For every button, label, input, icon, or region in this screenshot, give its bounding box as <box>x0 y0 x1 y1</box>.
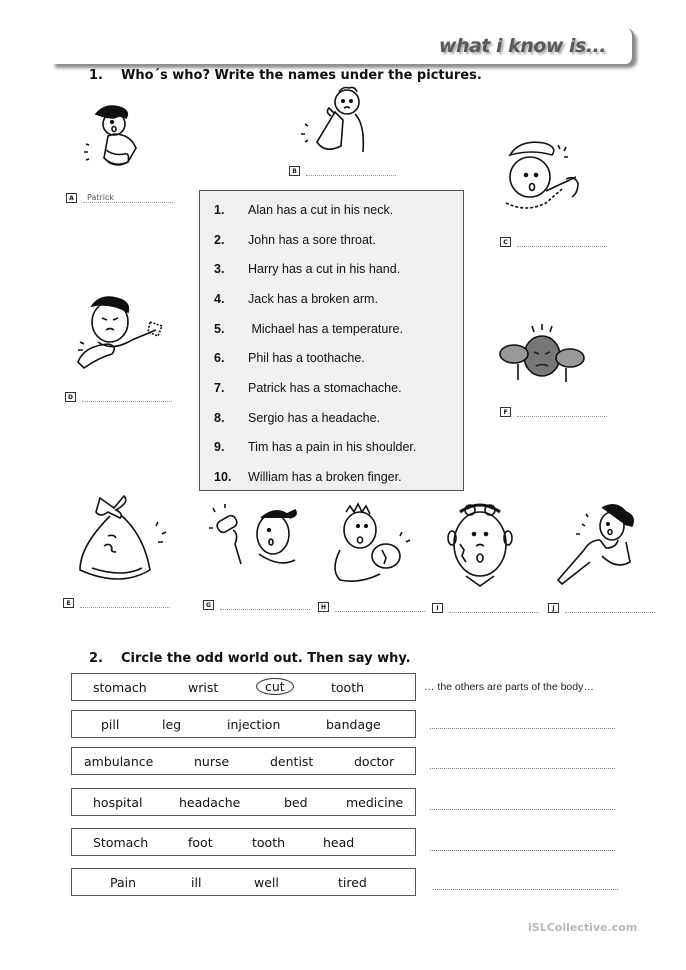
word-option[interactable]: tooth <box>252 835 286 850</box>
exercise-1-number: 1. <box>89 68 103 83</box>
exercise-1-instruction: Who´s who? Write the names under the pictures. <box>121 68 482 83</box>
names-list-item <box>214 343 463 373</box>
exercise-2-heading <box>89 651 411 666</box>
item-number: 10. <box>214 470 232 485</box>
item-number: 1. <box>214 202 225 217</box>
letter-box-h: H <box>318 602 329 612</box>
label-g <box>203 600 310 610</box>
picture-c-temperature-icon <box>496 135 596 225</box>
word-option[interactable]: nurse <box>194 754 230 769</box>
word-option[interactable]: dentist <box>270 754 314 769</box>
letter-box-i: I <box>432 603 443 613</box>
names-list-item <box>214 254 463 284</box>
reason-answer-line[interactable] <box>430 850 615 851</box>
item-text: Sergio has a headache. <box>248 410 381 425</box>
exercise-1-heading <box>89 68 482 83</box>
answer-line-c[interactable] <box>517 237 607 247</box>
picture-e-toothache-icon <box>70 492 170 587</box>
word-option[interactable]: medicine <box>346 795 404 810</box>
odd-word-row <box>71 673 416 701</box>
item-number: 8. <box>214 410 225 425</box>
item-number: 2. <box>214 232 225 247</box>
letter-box-j: J <box>548 603 559 613</box>
answer-line-a[interactable]: Patrick <box>83 193 173 203</box>
item-text: Michael has a temperature. <box>248 321 403 336</box>
worksheet-title: what i know is... <box>438 35 606 57</box>
picture-h-cut-hand-icon <box>330 500 420 590</box>
names-list-item <box>214 462 463 492</box>
label-b <box>289 166 396 176</box>
word-option[interactable]: bed <box>284 795 308 810</box>
picture-b-broken-arm-icon <box>295 84 375 164</box>
word-option[interactable]: leg <box>162 717 182 732</box>
word-option[interactable]: tired <box>338 875 367 890</box>
letter-box-e: E <box>63 598 74 608</box>
item-number: 9. <box>214 440 225 455</box>
label-d <box>65 392 172 402</box>
names-list <box>199 190 464 491</box>
letter-box-g: G <box>203 600 214 610</box>
reason-answer-line[interactable] <box>430 809 615 810</box>
word-option[interactable]: hospital <box>93 795 143 810</box>
item-text: Phil has a toothache. <box>248 351 365 366</box>
odd-word-row <box>71 747 416 775</box>
picture-a-stomachache-icon <box>78 100 163 185</box>
item-text: Harry has a cut in his hand. <box>248 262 401 277</box>
word-option[interactable]: headache <box>179 795 241 810</box>
word-option[interactable]: injection <box>227 717 281 732</box>
word-option-circled[interactable]: cut <box>256 678 294 695</box>
item-text: William has a broken finger. <box>248 470 402 485</box>
reason-answer-line[interactable] <box>430 728 615 729</box>
item-text: Patrick has a stomachache. <box>248 380 402 395</box>
item-text: Jack has a broken arm. <box>248 291 378 306</box>
item-text: John has a sore throat. <box>248 232 376 247</box>
label-h <box>318 602 425 612</box>
exercise-2-number: 2. <box>89 651 103 666</box>
word-option[interactable]: bandage <box>326 717 381 732</box>
odd-word-row <box>71 710 416 738</box>
watermark: iSLCollective.com <box>528 921 638 934</box>
word-option[interactable]: well <box>254 875 279 890</box>
word-option[interactable]: tooth <box>331 680 365 695</box>
label-f <box>500 407 607 417</box>
names-list-item <box>214 284 463 314</box>
picture-g-broken-finger-icon <box>205 500 305 580</box>
names-list-item <box>214 433 463 463</box>
answer-line-d[interactable] <box>82 392 172 402</box>
picture-f-headache-icon <box>498 314 588 394</box>
answer-line-h[interactable] <box>335 602 425 612</box>
answer-line-f[interactable] <box>517 407 607 417</box>
answer-line-j[interactable] <box>565 603 655 613</box>
item-number: 7. <box>214 380 225 395</box>
word-option[interactable]: ambulance <box>84 754 154 769</box>
label-a <box>66 193 173 203</box>
word-option[interactable]: Pain <box>110 875 137 890</box>
word-option[interactable]: head <box>323 835 355 850</box>
item-text: Alan has a cut in his neck. <box>248 202 394 217</box>
letter-box-b: B <box>289 166 300 176</box>
word-option[interactable]: ill <box>191 875 202 890</box>
word-option[interactable]: Stomach <box>93 835 149 850</box>
picture-i-cut-neck-icon <box>440 500 520 595</box>
names-list-item <box>214 225 463 255</box>
odd-word-row <box>71 828 416 856</box>
letter-box-a: A <box>66 193 77 203</box>
names-list-item <box>214 373 463 403</box>
item-number: 3. <box>214 262 225 277</box>
label-e <box>63 598 170 608</box>
letter-box-c: C <box>500 237 511 247</box>
answer-line-i[interactable] <box>449 603 539 613</box>
item-text: Tim has a pain in his shoulder. <box>248 440 417 455</box>
item-number: 4. <box>214 291 225 306</box>
item-number: 5. <box>214 321 225 336</box>
reason-answer-line[interactable] <box>430 768 615 769</box>
letter-box-f: F <box>500 407 511 417</box>
item-number: 6. <box>214 351 225 366</box>
label-j <box>548 603 655 613</box>
odd-word-row <box>71 868 416 896</box>
label-i <box>432 603 539 613</box>
word-option[interactable]: foot <box>188 835 213 850</box>
names-list-item <box>214 314 463 344</box>
word-option[interactable]: pill <box>101 717 120 732</box>
answer-line-e[interactable] <box>80 598 170 608</box>
word-option[interactable]: doctor <box>354 754 395 769</box>
label-c <box>500 237 607 247</box>
names-list-item <box>214 195 463 225</box>
reason-answer-line[interactable] <box>433 889 618 890</box>
answer-line-b[interactable] <box>306 166 396 176</box>
picture-d-sore-throat-icon <box>70 292 170 382</box>
odd-word-row <box>71 788 416 816</box>
word-option[interactable]: stomach <box>93 680 147 695</box>
exercise-2-instruction: Circle the odd world out. Then say why. <box>121 651 411 666</box>
letter-box-d: D <box>65 392 76 402</box>
title-banner <box>52 28 634 64</box>
names-list-item <box>214 403 463 433</box>
picture-j-shoulder-pain-icon <box>550 500 650 595</box>
answer-line-g[interactable] <box>220 600 310 610</box>
reason-answer-filled[interactable]: … the others are parts of the body… <box>424 681 594 693</box>
word-option[interactable]: wrist <box>188 680 219 695</box>
